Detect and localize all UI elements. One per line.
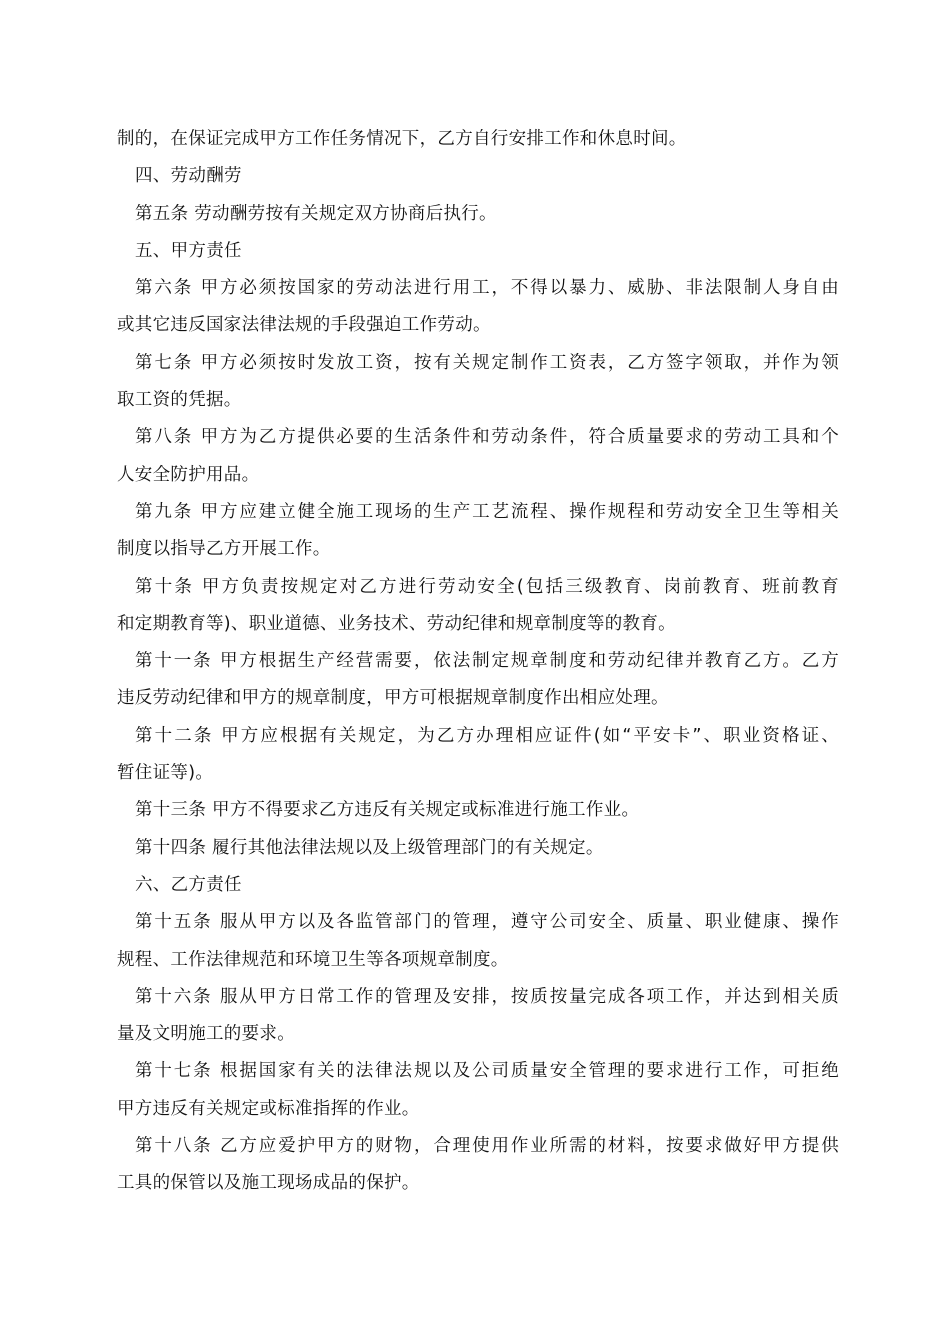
article-text-line: 第七条 甲方必须按时发放工资，按有关规定制作工资表，乙方签字领取，并作为领 [135, 352, 839, 373]
body-text-line: 取工资的凭据。 [117, 390, 242, 411]
body-text-line: 规程、工作法律规范和环境卫生等各项规章制度。 [117, 949, 509, 970]
body-text-line: 甲方违反有关规定或标准指挥的作业。 [117, 1098, 420, 1119]
body-text-line: 和定期教育等)、职业道德、业务技术、劳动纪律和规章制度等的教育。 [117, 613, 676, 634]
article-text-line: 第十一条 甲方根据生产经营需要，依法制定规章制度和劳动纪律并教育乙方。乙方 [135, 651, 839, 672]
section-heading: 六、乙方责任 [135, 874, 242, 895]
body-text-line: 违反劳动纪律和甲方的规章制度，甲方可根据规章制度作出相应处理。 [117, 688, 669, 709]
article-text-line: 第十七条 根据国家有关的法律法规以及公司质量安全管理的要求进行工作，可拒绝 [135, 1061, 839, 1082]
body-text-line: 工具的保管以及施工现场成品的保护。 [117, 1173, 420, 1194]
document-body [117, 121, 839, 1203]
section-heading: 五、甲方责任 [135, 240, 242, 261]
body-text-line: 制的，在保证完成甲方工作任务情况下，乙方自行安排工作和休息时间。 [117, 129, 687, 149]
article-text-line: 第十条 甲方负责按规定对乙方进行劳动安全(包括三级教育、岗前教育、班前教育 [135, 576, 839, 597]
article-text-line: 第八条 甲方为乙方提供必要的生活条件和劳动条件，符合质量要求的劳动工具和个 [135, 427, 839, 448]
article-text-line: 第五条 劳动酬劳按有关规定双方协商后执行。 [135, 203, 497, 224]
body-text-line: 人安全防护用品。 [117, 464, 260, 485]
article-text-line: 第十二条 甲方应根据有关规定，为乙方办理相应证件(如“平安卡”、职业资格证、 [135, 725, 839, 746]
body-text-line: 制度以指导乙方开展工作。 [117, 539, 331, 560]
article-text-line: 第九条 甲方应建立健全施工现场的生产工艺流程、操作规程和劳动安全卫生等相关 [135, 501, 839, 522]
body-text-line: 量及文明施工的要求。 [117, 1024, 295, 1045]
article-text-line: 第十五条 服从甲方以及各监管部门的管理，遵守公司安全、质量、职业健康、操作 [135, 912, 839, 933]
article-text-line: 第十六条 服从甲方日常工作的管理及安排，按质按量完成各项工作，并达到相关质 [135, 986, 839, 1007]
article-text-line: 第六条 甲方必须按国家的劳动法进行用工，不得以暴力、威胁、非法限制人身自由 [135, 278, 839, 299]
article-text-line: 第十八条 乙方应爱护甲方的财物，合理使用作业所需的材料，按要求做好甲方提供 [135, 1136, 839, 1157]
article-text-line: 第十三条 甲方不得要求乙方违反有关规定或标准进行施工作业。 [135, 800, 640, 821]
article-text-line: 第十四条 履行其他法律法规以及上级管理部门的有关规定。 [135, 837, 604, 858]
body-text-line: 暂住证等)。 [117, 763, 214, 784]
body-text-line: 或其它违反国家法律法规的手段强迫工作劳动。 [117, 315, 491, 336]
section-heading: 四、劳动酬劳 [135, 166, 242, 187]
